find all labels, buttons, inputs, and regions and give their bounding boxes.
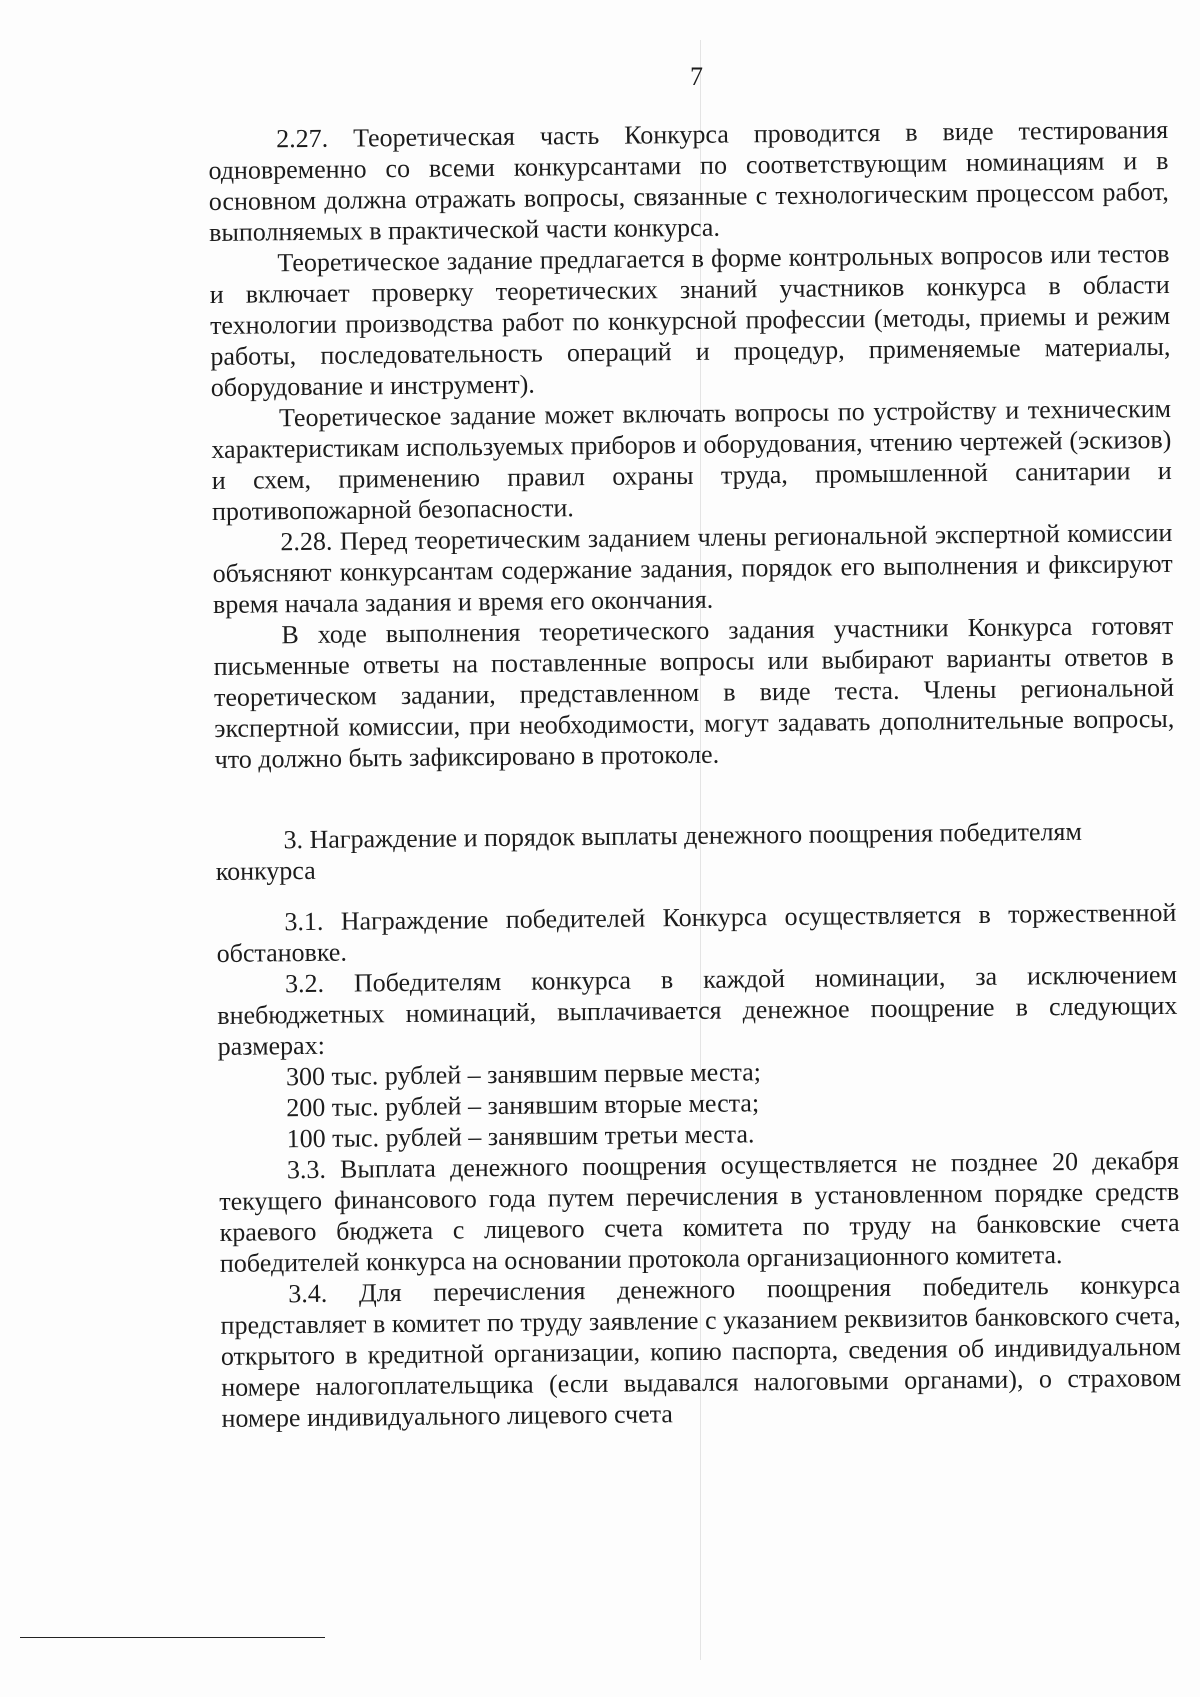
section-3-heading: 3. Награждение и порядок выплаты денежного поощрения победителям конкурса [215, 816, 1083, 886]
paragraph-theory-task-form: Теоретическое задание предлагается в форме контрольных вопросов или тестов и включает проверку теоретических знаний участников конкурса в области технологии производства работ по конкурсной профессии (методы, приемы и режим работы, последовательность операций и процедур, применяемые материалы, оборудование и инструмент). [209, 238, 1171, 402]
page-number: 7 [690, 62, 703, 91]
paragraph-3-2: 3.2. Победителям конкурса в каждой номинации, за исключением внебюджетных номинаций, выплачивается денежное поощрение в следующих размерах: [217, 959, 1178, 1061]
paragraph-2-28: 2.28. Перед теоретическим заданием члены региональной экспертной комиссии объясняют конкурсантам содержание задания, порядок его выполнения и фиксируют время начала задания и время его окончания. [212, 517, 1173, 619]
paragraph-3-4: 3.4. Для перечисления денежного поощрения победитель конкурса представляет в комитет по труду заявление с указанием реквизитов банковского счета, открытого в кредитной организации, копию паспорта, сведения об индивидуальном номере налогоплательщика (если выдавался налоговыми органами), о страховом номере индивидуального лицевого счета [220, 1269, 1182, 1433]
paragraph-3-1: 3.1. Награждение победителей Конкурса осуществляется в торжественной обстановке. [216, 897, 1177, 968]
prize-first-place: 300 тыс. рублей – занявшим первые места; [285, 1057, 762, 1092]
paragraph-theory-task-content: Теоретическое задание может включать вопросы по устройству и техническим характеристикам используемых приборов и оборудования, чтению чертежей (эскизов) и схем, применению правил охраны труда, промышленной санитарии и противопожарной безопасности. [211, 393, 1172, 526]
footnote-separator [20, 1637, 325, 1638]
prize-second-place: 200 тыс. рублей – занявшим вторые места; [286, 1088, 760, 1123]
paragraph-2-27: 2.27. Теоретическая часть Конкурса проводится в виде тестирования одновременно со всеми конкурсантами по соответствующим номинациям и в основном должна отражать вопросы, связанные с технологическим процессом работ, выполняемых в практической части конкурса. [208, 114, 1169, 247]
paragraph-3-3: 3.3. Выплата денежного поощрения осуществляется не позднее 20 декабря текущего финансового года путем перечисления в установленном порядке средств краевого бюджета с лицевого счета комитета по труду на банковские счета победителей конкурса на основании протокола организационного комитета. [219, 1145, 1180, 1278]
prize-third-place: 100 тыс. рублей – занявшим третьи места. [286, 1119, 755, 1154]
document-body [208, 114, 1182, 1434]
paragraph-theory-task-execution: В ходе выполнения теоретического задания участники Конкурса готовят письменные ответы на поставленные вопросы или выбирают варианты ответов в теоретическом задании, представленном в виде теста. Члены региональной экспертной комиссии, при необходимости, могут задавать дополнительные вопросы, что должно быть зафиксировано в протоколе. [213, 610, 1175, 774]
